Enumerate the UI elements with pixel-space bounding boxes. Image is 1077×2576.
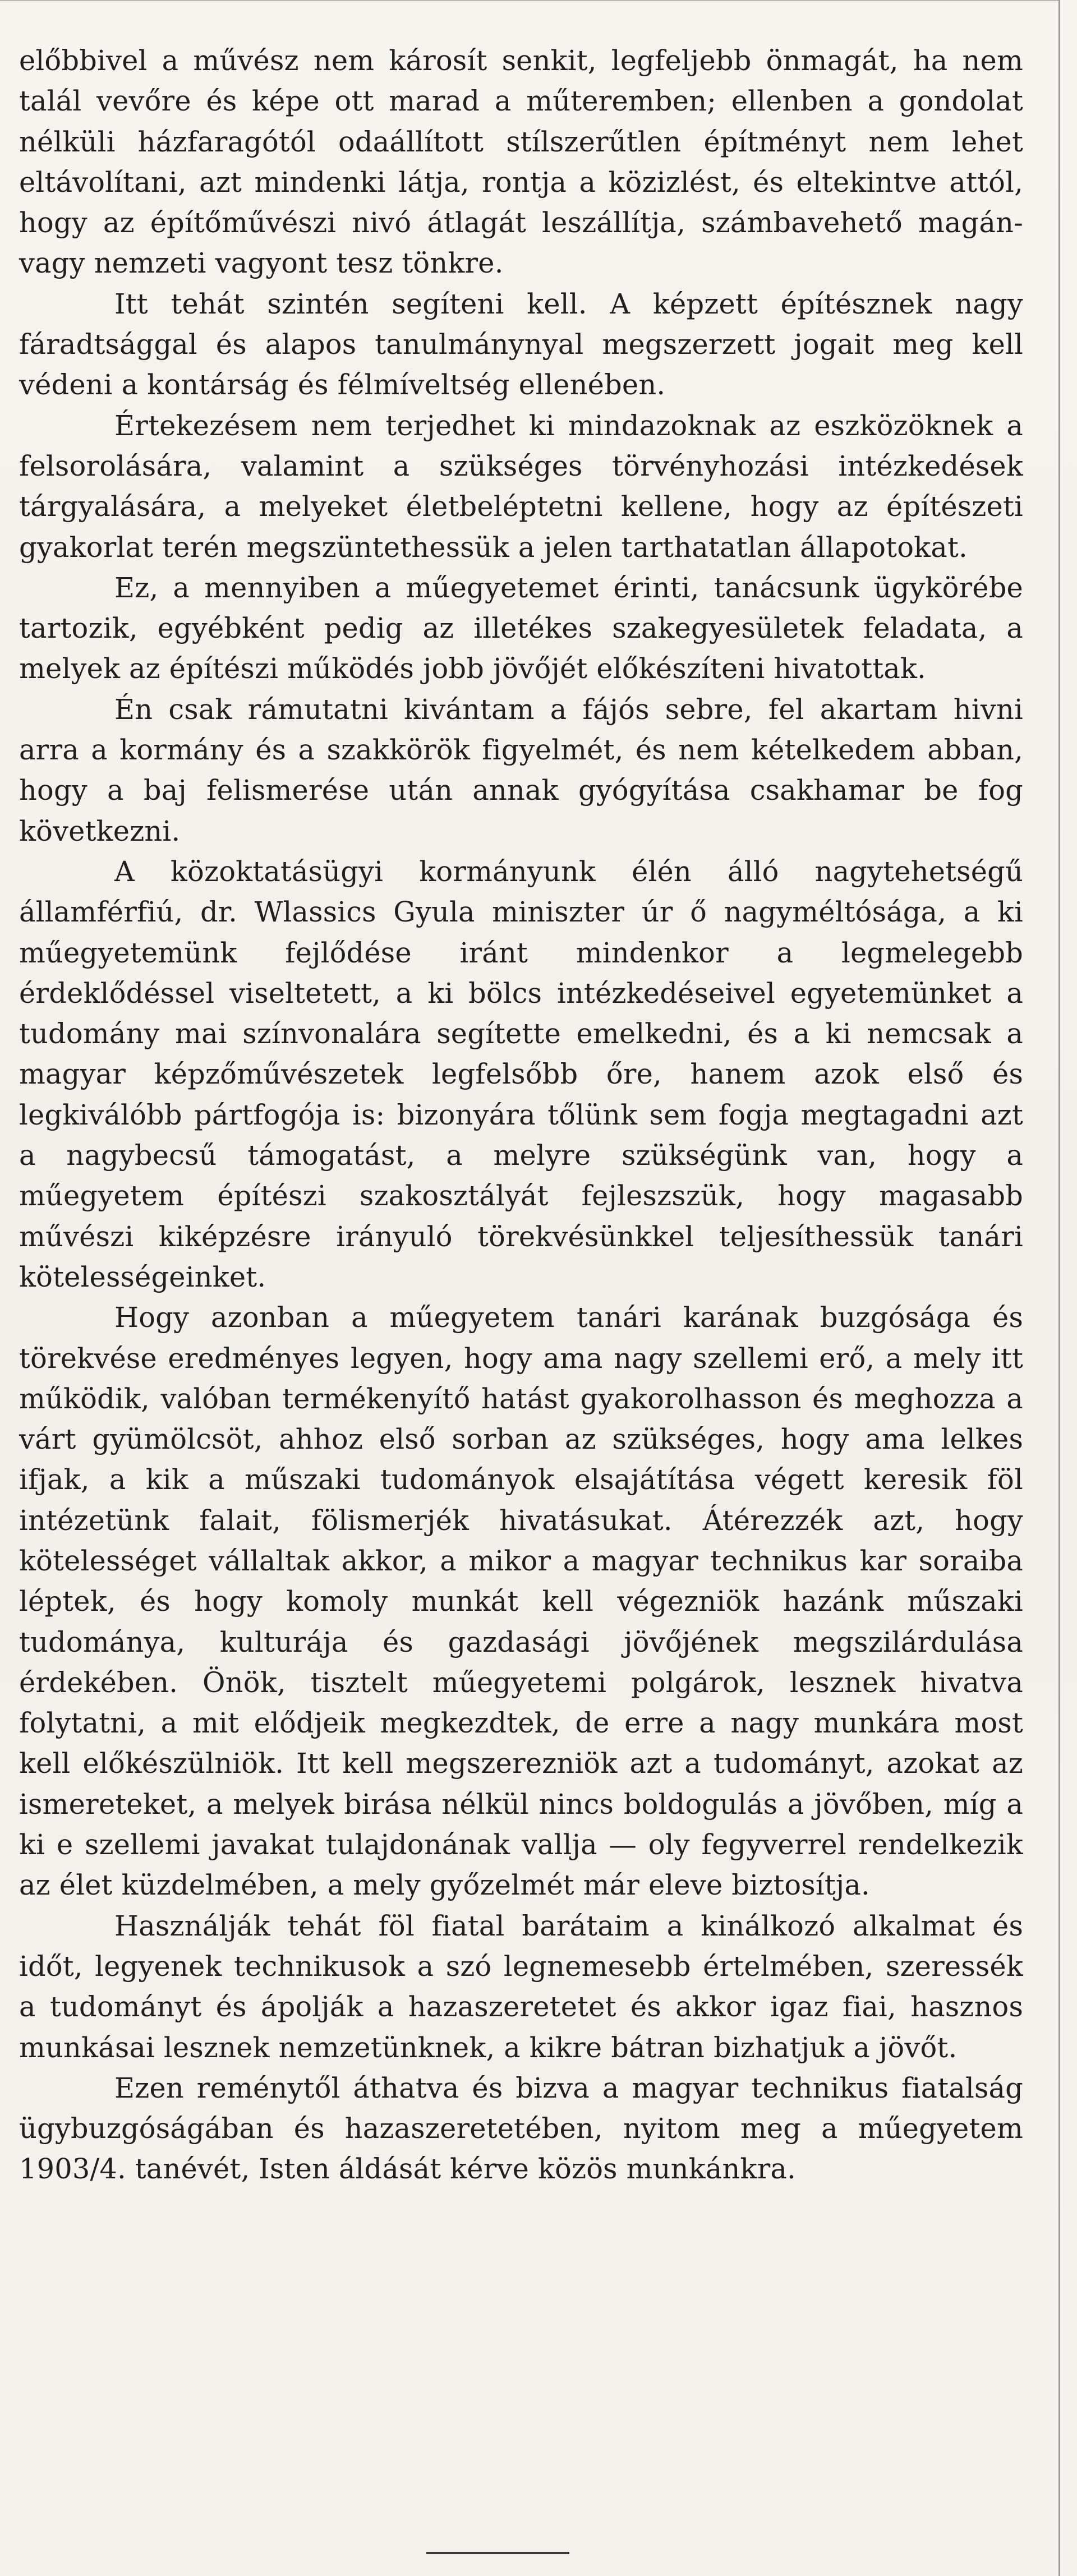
- paragraph: Használják tehát föl fiatal barátaim a kinálkozó alkalmat és időt, legyenek technikusok a szó legnemesebb értelmében, szeressék a tudományt és ápolják a hazaszeretetet és akkor igaz fiai, hasznos munkásai lesznek nemzetünknek, a kikre bátran bizhatjuk a jövőt.: [19, 1909, 1023, 2064]
- top-border-line: [0, 0, 1060, 1]
- paragraph: Értekezésem nem terjedhet ki mindazoknak az eszközöknek a felsorolására, valamint a szükséges törvényhozási intézkedések tárgyalására, a melyeket életbeléptetni kellene, hogy az építészeti gyakorlat terén megszüntethessük a jelen tarthatatlan állapotokat.: [19, 409, 1023, 564]
- body-text: [19, 40, 1023, 2190]
- paragraph: A közoktatásügyi kormányunk élén álló nagytehetségű államférfiú, dr. Wlassics Gyula miniszter úr ő nagyméltósága, a ki műegyetemünk fejlődése iránt mindenkor a legmelegebb érdeklődéssel viseltetett, a ki bölcs intézkedéseivel egyetemünket a tudomány mai színvonalára segítette emelkedni, és a ki nemcsak a magyar képzőművészetek legfelsőbb őre, hanem azok első és legkiválóbb pártfogója is: bizonyára tőlünk sem fogja megtagadni azt a nagybecsű támogatást, a melyre szükségünk van, hogy a műegyetem építészi szakosztályát fejleszszük, hogy magasabb művészi kiképzésre irányuló törekvésünkkel teljesíthessük tanári kötelességeinket.: [19, 855, 1023, 1293]
- paragraph-continuation: előbbivel a művész nem károsít senkit, legfeljebb önmagát, ha nem talál vevőre és képe ott marad a műteremben; ellenben a gondolat nélküli házfaragótól odaállított stílszerűtlen építményt nem lehet eltávolítani, azt mindenki látja, rontja a közizlést, és eltekintve attól, hogy az építőművészi nivó átlagát leszállítja, számbavehető magán- vagy nemzeti vagyont tesz tönkre.: [19, 44, 1023, 280]
- paragraph: Hogy azonban a műegyetem tanári karának buzgósága és törekvése eredményes legyen, hogy ama nagy szellemi erő, a mely itt működik, valóban termékenyítő hatást gyakorolhasson és meghozza a várt gyümölcsöt, ahhoz első sorban az szükséges, hogy ama lelkes ifjak, a kik a műszaki tudományok elsajátítása végett keresik föl intézetünk falait, fölismerjék hivatásukat. Átérezzék azt, hogy kötelességet vállaltak akkor, a mikor a magyar technikus kar soraiba léptek, és hogy komoly munkát kell végezniök hazánk műszaki tudománya, kulturája és gazdasági jövőjének megszilárdulása érdekében. Önök, tisztelt műegyetemi polgárok, lesznek hivatva folytatni, a mit elődjeik megkezdtek, de erre a nagy munkára most kell előkészülniök. Itt kell megszerezniök azt a tudományt, azokat az ismereteket, a melyek birása nélkül nincs boldogulás a jövőben, míg a ki e szellemi javakat tulajdonának vallja — oly fegyverrel rendelkezik az élet küzdelmében, a mely győzelmét már eleve biztosítja.: [19, 1301, 1023, 1902]
- right-margin-rule: [1058, 0, 1060, 2576]
- paragraph: Ez, a mennyiben a műegyetemet érinti, tanácsunk ügykörébe tartozik, egyébként pedig az illetékes szakegyesületek feladata, a melyek az építészi működés jobb jövőjét előkészíteni hivatottak.: [19, 571, 1023, 685]
- paragraph: Én csak rámutatni kivántam a fájós sebre, fel akartam hivni arra a kormány és a szakkörök figyelmét, és nem kételkedem abban, hogy a baj felismerése után annak gyógyítása csakhamar be fog következni.: [19, 693, 1023, 847]
- closing-paragraph: Ezen reménytől áthatva és bizva a magyar technikus fiatalság ügybuzgóságában és hazaszeretetében, nyitom meg a műegyetem 1903/4. tanévét, Isten áldását kérve közös munkánkra.: [19, 2071, 1023, 2186]
- end-separator-line: [426, 2552, 569, 2554]
- paragraph: Itt tehát szintén segíteni kell. A képzett építésznek nagy fáradtsággal és alapos tanulmánynyal megszerzett jogait meg kell védeni a kontárság és félmíveltség ellenében.: [19, 287, 1023, 402]
